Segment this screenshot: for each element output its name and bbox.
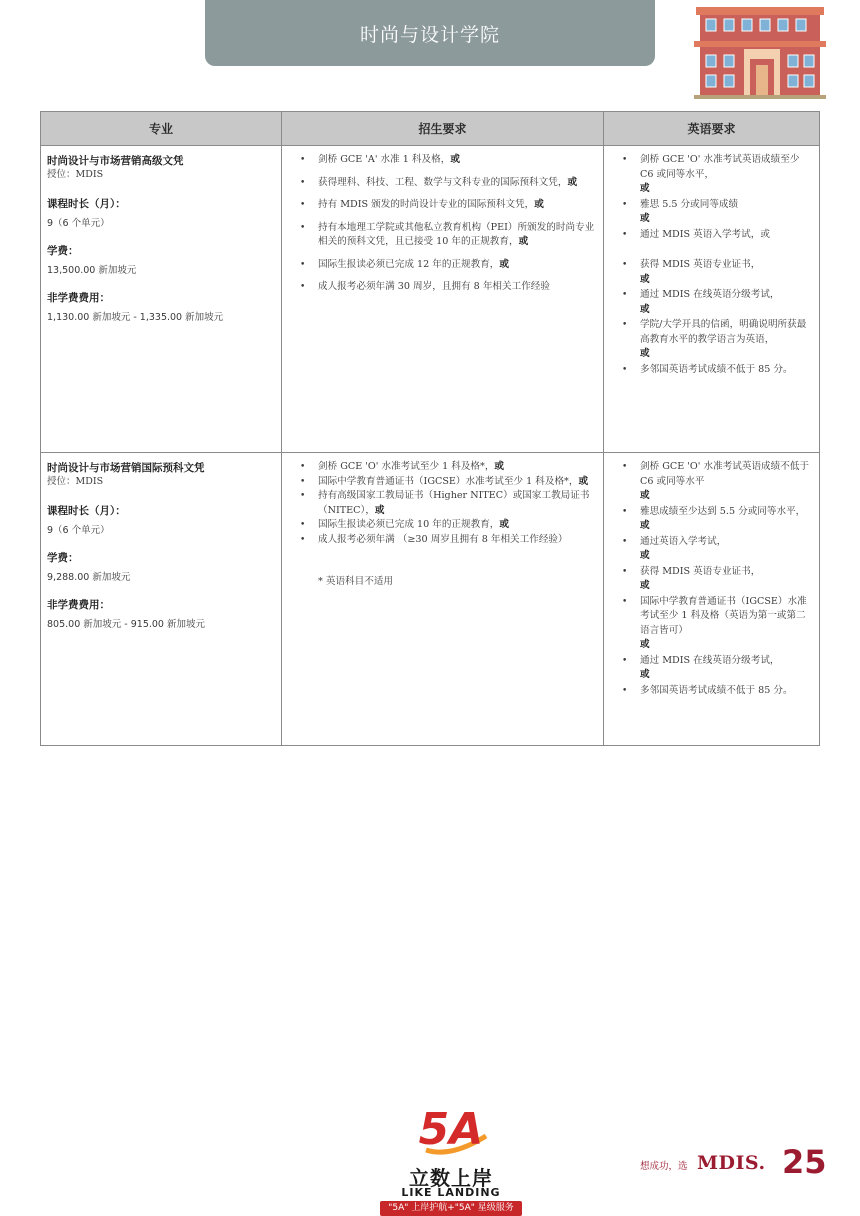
or-label: 或 bbox=[640, 639, 650, 650]
logo-5a-text: 5A bbox=[418, 1104, 484, 1155]
or-label: 或 bbox=[534, 199, 544, 210]
or-label: 或 bbox=[518, 236, 529, 247]
requirement-text: 通过 MDIS 在线英语分级考试， bbox=[640, 289, 780, 300]
footnote: * 英语科目不适用 bbox=[318, 576, 394, 587]
english-list bbox=[610, 460, 813, 698]
or-label: 或 bbox=[640, 303, 650, 315]
program-title: 时尚设计与市场营销高级文凭 bbox=[47, 155, 184, 167]
list-item bbox=[300, 533, 597, 548]
duration-value: 9（6 个单元） bbox=[47, 525, 110, 536]
footer-slogan: 想成功，选 bbox=[640, 1161, 688, 1172]
list-item bbox=[300, 198, 597, 213]
requirement-text: 持有 MDIS 颁发的时尚设计专业的国际预科文凭， bbox=[318, 199, 535, 210]
or-label: 或 bbox=[640, 183, 650, 194]
list-item bbox=[622, 153, 813, 182]
program-cell bbox=[41, 146, 282, 452]
requirement-text: 通过英语入学考试， bbox=[640, 535, 727, 547]
misc-fee-label: 非学费费用： bbox=[47, 599, 110, 611]
building-illustration bbox=[694, 3, 826, 99]
list-item bbox=[622, 535, 813, 550]
list-item bbox=[622, 318, 813, 347]
english-cell bbox=[604, 453, 819, 745]
misc-fee-label: 非学费费用： bbox=[47, 292, 110, 304]
requirement-text: 国际中学教育普通证书（IGCSE）水准考试至少 1 科及格（英语为第一或第二语言皆可） bbox=[640, 595, 807, 636]
program-table bbox=[40, 111, 820, 746]
misc-fee-value: 1,130.00 新加坡元 - 1,335.00 新加坡元 bbox=[47, 312, 224, 323]
misc-fee-value: 805.00 新加坡元 - 915.00 新加坡元 bbox=[47, 619, 205, 630]
requirement-text: 国际中学教育普通证书（IGCSE）水准考试至少 1 科及格*， bbox=[318, 475, 579, 487]
fee-value: 9,288.00 新加坡元 bbox=[47, 572, 131, 583]
or-label: 或 bbox=[499, 519, 509, 530]
requirement-text: 学院/大学开具的信函，明确说明所获最高教育水平的教学语言为英语， bbox=[640, 319, 807, 345]
list-item bbox=[622, 505, 813, 520]
requirement-text: 获得 MDIS 英语专业证书， bbox=[640, 259, 761, 270]
page-number: 25 bbox=[782, 1143, 827, 1181]
admission-cell bbox=[282, 453, 604, 745]
english-cell bbox=[604, 146, 819, 452]
list-item bbox=[622, 565, 813, 580]
requirement-text: 持有高级国家工教局证书（Higher NITEC）或国家工教局证书（NITEC）， bbox=[318, 490, 590, 516]
list-item bbox=[300, 460, 597, 475]
list-item bbox=[300, 489, 597, 518]
table-header-row bbox=[41, 112, 819, 146]
or-label: 或 bbox=[640, 550, 650, 561]
or-label: 或 bbox=[499, 258, 509, 270]
requirement-text: 剑桥 GCE 'O' 水准考试英语成绩不低于 C6 或同等水平 bbox=[640, 461, 810, 487]
or-label: 或 bbox=[640, 580, 650, 591]
list-item bbox=[622, 288, 813, 303]
requirement-text: 剑桥 GCE 'A' 水准 1 科及格， bbox=[318, 154, 451, 165]
logo-tagline: "5A" 上岸护航+"5A" 星级服务 bbox=[380, 1201, 522, 1216]
awarded-by: 授位：MDIS bbox=[47, 169, 104, 180]
or-label: 或 bbox=[567, 176, 578, 188]
requirement-text: 获得 MDIS 英语专业证书， bbox=[640, 565, 761, 577]
logo-chinese-name: 立数上岸 bbox=[409, 1166, 493, 1190]
or-label: 或 bbox=[578, 475, 589, 487]
duration-label: 课程时长（月）： bbox=[47, 505, 126, 517]
requirement-text: 获得理科、科技、工程、数学与文科专业的国际预科文凭， bbox=[318, 176, 568, 188]
logo-5a-mark bbox=[406, 1100, 496, 1158]
fee-value: 13,500.00 新加坡元 bbox=[47, 265, 137, 276]
list-item bbox=[300, 221, 597, 250]
list-item bbox=[300, 258, 597, 273]
or-label: 或 bbox=[640, 348, 650, 359]
list-item bbox=[622, 198, 813, 213]
list-item bbox=[622, 460, 813, 489]
requirement-text: 通过 MDIS 英语入学考试，或 bbox=[640, 228, 770, 240]
requirement-text: 剑桥 GCE 'O' 水准考试至少 1 科及格*， bbox=[318, 461, 495, 472]
or-label: 或 bbox=[640, 490, 650, 501]
list-item bbox=[622, 595, 813, 639]
header-program: 专业 bbox=[41, 112, 282, 145]
header-english: 英语要求 bbox=[687, 122, 736, 136]
list-item bbox=[300, 153, 597, 168]
list-item bbox=[622, 363, 813, 378]
requirement-text: 国际生报读必须已完成 12 年的正规教育， bbox=[318, 258, 500, 270]
requirement-text: 成人报考必须年满 （≥30 周岁且拥有 8 年相关工作经验） bbox=[318, 533, 568, 545]
list-item bbox=[622, 258, 813, 273]
requirement-text: 国际生报读必须已完成 10 年的正规教育， bbox=[318, 519, 500, 530]
list-item bbox=[622, 684, 813, 699]
duration-value: 9（6 个单元） bbox=[47, 218, 110, 229]
or-label: 或 bbox=[640, 273, 650, 285]
list-item bbox=[622, 228, 813, 243]
requirement-text: 雅思 5.5 分或同等成绩 bbox=[640, 198, 739, 210]
like-landing-logo bbox=[380, 1100, 522, 1216]
list-item bbox=[622, 654, 813, 669]
english-list bbox=[610, 153, 813, 377]
or-label: 或 bbox=[374, 504, 385, 516]
requirement-text: 雅思成绩至少达到 5.5 分或同等水平， bbox=[640, 505, 806, 517]
requirement-text: 持有本地理工学院或其他私立教育机构（PEI）所颁发的时尚专业相关的预科文凭，且已接受 10 年的正规教育， bbox=[318, 221, 595, 247]
requirement-text: 剑桥 GCE 'O' 水准考试英语成绩至少 C6 或同等水平， bbox=[640, 154, 800, 180]
program-title: 时尚设计与市场营销国际预科文凭 bbox=[47, 462, 205, 474]
fee-label: 学费： bbox=[47, 552, 79, 564]
list-item bbox=[300, 176, 597, 191]
or-label: 或 bbox=[494, 461, 505, 472]
section-title: 时尚与设计学院 bbox=[359, 23, 500, 46]
or-label: 或 bbox=[640, 669, 650, 680]
program-cell bbox=[41, 453, 282, 745]
or-label: 或 bbox=[640, 213, 650, 224]
admission-cell bbox=[282, 146, 604, 452]
table-row bbox=[41, 452, 819, 745]
or-label: 或 bbox=[640, 520, 650, 531]
list-item bbox=[300, 280, 597, 295]
or-label: 或 bbox=[450, 154, 460, 165]
mdis-brand: MDIS. bbox=[697, 1152, 766, 1174]
table-row bbox=[41, 146, 819, 452]
awarded-by: 授位：MDIS bbox=[47, 476, 104, 487]
header-admission: 招生要求 bbox=[282, 112, 604, 145]
requirement-text: 多邻国英语考试成绩不低于 85 分。 bbox=[640, 684, 793, 696]
section-banner bbox=[205, 0, 655, 66]
admission-list bbox=[288, 153, 597, 295]
duration-label: 课程时长（月）： bbox=[47, 198, 126, 210]
logo-english-name: LIKE LANDING bbox=[401, 1186, 501, 1199]
requirement-text: 多邻国英语考试成绩不低于 85 分。 bbox=[640, 363, 793, 375]
requirement-text: 成人报考必须年满 30 周岁，且拥有 8 年相关工作经验 bbox=[318, 281, 550, 292]
list-item bbox=[300, 518, 597, 533]
admission-list bbox=[288, 460, 597, 547]
requirement-text: 通过 MDIS 在线英语分级考试， bbox=[640, 654, 780, 666]
list-item bbox=[300, 475, 597, 490]
fee-label: 学费： bbox=[47, 245, 79, 257]
